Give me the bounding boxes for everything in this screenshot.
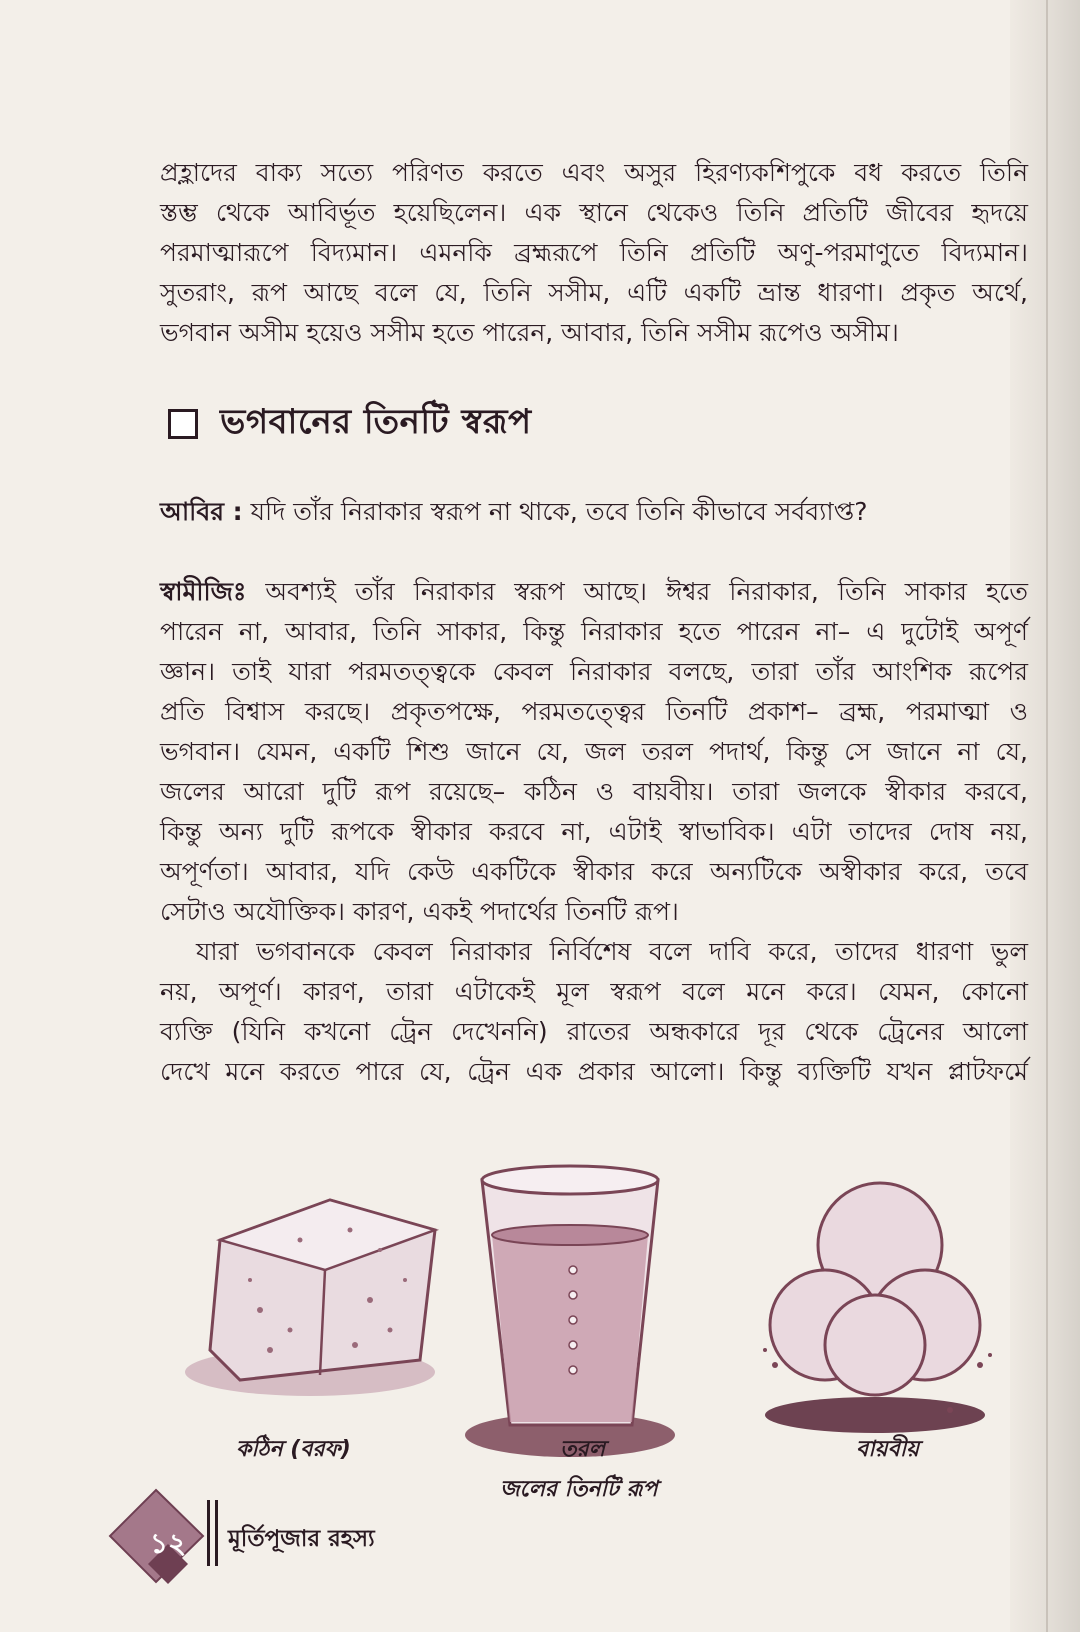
checkbox-square-icon	[168, 409, 198, 439]
intro-paragraph	[160, 153, 1028, 353]
intro-line: সুতরাং, রূপ আছে বলে যে, তিনি সসীম, এটি একটি ভ্রান্ত ধারণা। প্রকৃত অর্থে,	[160, 278, 1028, 307]
footer-divider	[207, 1500, 210, 1566]
caption-liquid: তরল	[560, 1437, 606, 1462]
question-text: যদি তাঁর নিরাকার স্বরূপ না থাকে, তবে তিনি কীভাবে সর্বব্যাপ্ত?	[242, 497, 868, 526]
answer-line: সেটাও অযৌক্তিক। কারণ, একই পদার্থের তিনটি রূপ।	[160, 897, 679, 926]
answer-line: দেখে মনে করতে পারে যে, ট্রেন এক প্রকার আলো। কিন্তু ব্যক্তিটি যখন প্লাটফর্মে	[160, 1057, 1028, 1086]
answer-line: পারেন না, আবার, তিনি সাকার, কিন্তু নিরাকার হতে পারেন না– এ দুটোই অপূর্ণ	[160, 617, 1028, 646]
section-heading-text: ভগবানের তিনটি স্বরূপ	[220, 401, 532, 442]
ice-cube-image	[185, 1200, 435, 1396]
answer-line: নয়, অপূর্ণ। কারণ, তারা এটাকেই মূল স্বরূপ বলে মনে করে। যেমন, কোনো	[160, 977, 1028, 1006]
answer-line: অপূর্ণতা। আবার, যদি কেউ একটিকে স্বীকার করে অন্যটিকে অস্বীকার করে, তবে	[160, 857, 1028, 886]
water-glass-image	[465, 1166, 675, 1457]
answer-speaker: স্বামীজিঃ	[160, 577, 247, 606]
page-edge	[1046, 0, 1048, 1632]
answer-line: যারা ভগবানকে কেবল নিরাকার নির্বিশেষ বলে দাবি করে, তাদের ধারণা ভুল	[196, 937, 1028, 966]
footer-divider	[215, 1500, 218, 1566]
caption-gas: বায়বীয়	[856, 1437, 920, 1462]
answer-first-line: অবশ্যই তাঁর নিরাকার স্বরূপ আছে। ঈশ্বর নিরাকার, তিনি সাকার হতে	[246, 577, 1028, 606]
vapor-cloud-image	[763, 1183, 992, 1433]
answer-line: জলের আরো দুটি রূপ রয়েছে– কঠিন ও বায়বীয়। তারা জলকে স্বীকার করবে,	[160, 777, 1028, 806]
answer-line: কিন্তু অন্য দুটি রূপকে স্বীকার করবে না, এটাই স্বাভাবিক। এটা তাদের দোষ নয়,	[160, 817, 1028, 846]
section-heading	[168, 402, 532, 446]
question-speaker: আবির :	[160, 497, 243, 526]
figure-caption: জলের তিনটি রূপ	[500, 1477, 658, 1502]
intro-line: ভগবান অসীম হয়েও সসীম হতে পারেন, আবার, তিনি সসীম রূপেও অসীম।	[160, 318, 899, 347]
caption-solid: কঠিন (বরফ)	[236, 1437, 351, 1462]
answer-line	[160, 572, 1028, 612]
intro-line: পরমাত্মারূপে বিদ্যমান। এমনকি ব্রহ্মরূপে তিনি প্রতিটি অণু-পরমাণুতে বিদ্যমান।	[160, 238, 1028, 267]
answer-line: ভগবান। যেমন, একটি শিশু জানে যে, জল তরল পদার্থ, কিন্তু সে জানে না যে,	[160, 737, 1028, 766]
intro-line: প্রহ্লাদের বাক্য সত্যে পরিণত করতে এবং অসুর হিরণ্যকশিপুকে বধ করতে তিনি	[160, 158, 1028, 187]
intro-line: স্তম্ভ থেকে আবির্ভূত হয়েছিলেন। এক স্থানে থেকেও তিনি প্রতিটি জীবের হৃদয়ে	[160, 198, 1028, 227]
answer-line: জ্ঞান। তাই যারা পরমতত্ত্বকে কেবল নিরাকার বলছে, তারা তাঁর আংশিক রূপের	[160, 657, 1028, 686]
book-title: মূর্তিপূজার রহস্য	[228, 1526, 375, 1552]
answer	[160, 572, 1028, 1092]
page-number: ১২	[149, 1527, 187, 1560]
answer-line: ব্যক্তি (যিনি কখনো ট্রেন দেখেননি) রাতের অন্ধকারে দূর থেকে ট্রেনের আলো	[160, 1017, 1028, 1046]
answer-line: প্রতি বিশ্বাস করছে। প্রকৃতপক্ষে, পরমতত্ত্বের তিনটি প্রকাশ– ব্রহ্ম, পরমাত্মা ও	[160, 697, 1028, 726]
question	[160, 492, 1028, 532]
